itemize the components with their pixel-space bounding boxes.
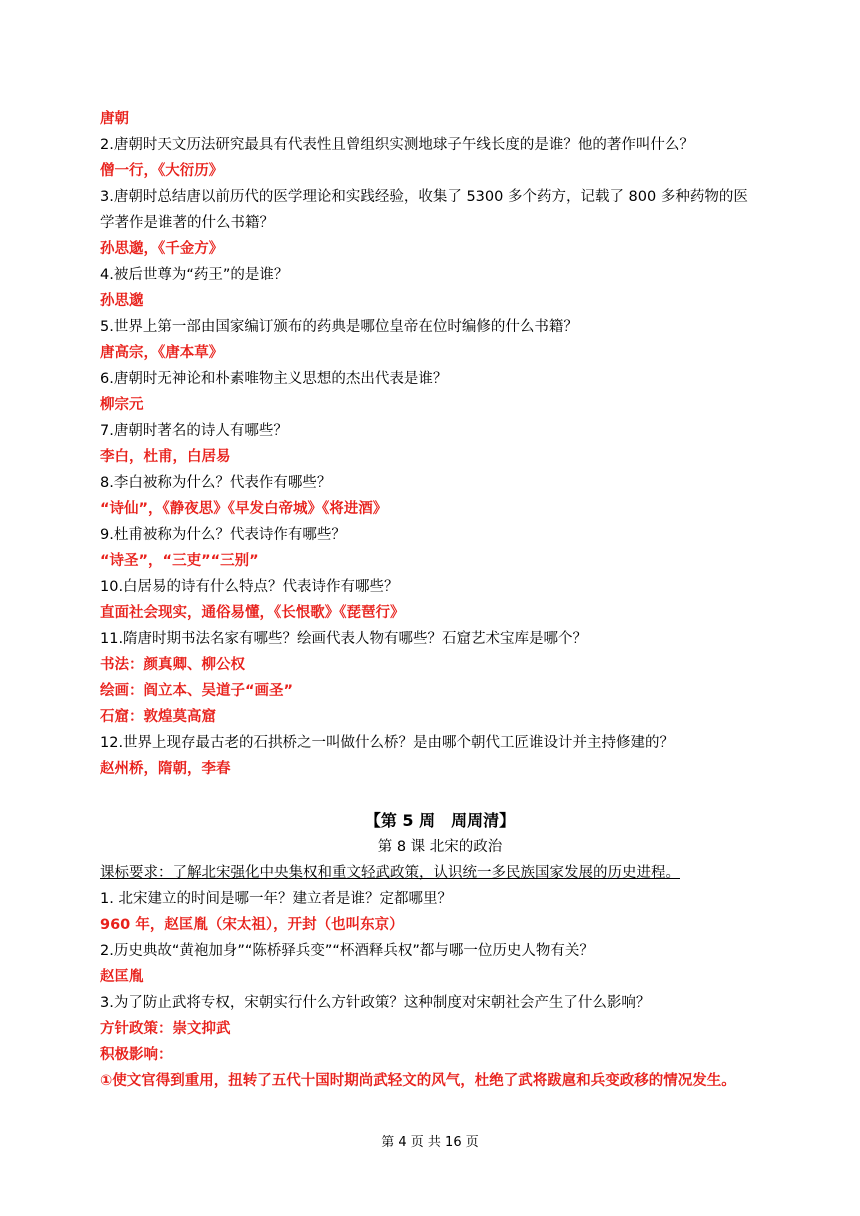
answer-line: 960 年，赵匡胤（宋太祖），开封（也叫东京）: [100, 917, 404, 933]
week-title: 【第 5 周 周周清】: [364, 811, 516, 830]
answer-line: 赵匡胤: [100, 969, 144, 985]
answer-line: 绘画：阎立本、吴道子“画圣”: [100, 683, 294, 699]
question-line: 6.唐朝时无神论和朴素唯物主义思想的杰出代表是谁？: [100, 371, 448, 387]
page-footer: 第 4 页 共 16 页: [381, 1135, 479, 1150]
question-line: 2.唐朝时天文历法研究最具有代表性且曾组织实测地球子午线长度的是谁？他的著作叫什么？: [100, 137, 694, 153]
question-line: 3.为了防止武将专权，宋朝实行什么方针政策？这种制度对宋朝社会产生了什么影响？: [100, 995, 651, 1011]
question-line: 11.隋唐时期书法名家有哪些？绘画代表人物有哪些？石窟艺术宝库是哪个？: [100, 631, 588, 647]
page-content: [100, 106, 780, 1094]
answer-line: 赵州桥，隋朝，李春: [100, 761, 231, 777]
question-line: 3.唐朝时总结唐以前历代的医学理论和实践经验，收集了 5300 多个药方，记载了 800 多种药物的医: [100, 189, 748, 205]
answer-line: ①使文官得到重用，扭转了五代十国时期尚武轻文的风气，杜绝了武将跋扈和兵变政移的情况发生。: [100, 1073, 736, 1089]
question-line: 9.杜甫被称为什么？代表诗作有哪些？: [100, 527, 346, 543]
question-line: 4.被后世尊为“药王”的是谁？: [100, 267, 289, 283]
answer-line: 僧一行，《大衍历》: [100, 163, 224, 179]
answer-line: 孙思邈，《千金方》: [100, 241, 224, 257]
question-line: 学著作是谁著的什么书籍？: [100, 215, 274, 231]
answer-line: 唐朝: [100, 111, 129, 127]
question-line: 2.历史典故“黄袍加身”“陈桥驿兵变”“杯酒释兵权”都与哪一位历史人物有关？: [100, 943, 594, 959]
answer-line: 积极影响：: [100, 1047, 173, 1063]
answer-line: 书法：颜真卿、柳公权: [100, 657, 245, 673]
question-line: 12.世界上现存最古老的石拱桥之一叫做什么桥？是由哪个朝代工匠谁设计并主持修建的？: [100, 735, 675, 751]
answer-line: 方针政策：崇文抑武: [100, 1021, 231, 1037]
answer-line: 唐高宗，《唐本草》: [100, 345, 224, 361]
question-line: 1. 北宋建立的时间是哪一年？建立者是谁？定都哪里？: [100, 891, 452, 907]
qa-list-tang: [100, 106, 780, 782]
question-line: 7.唐朝时著名的诗人有哪些？: [100, 423, 288, 439]
answer-line: 孙思邈: [100, 293, 144, 309]
qa-list-song: [100, 886, 780, 1094]
question-line: 5.世界上第一部由国家编订颁布的药典是哪位皇帝在位时编修的什么书籍？: [100, 319, 578, 335]
section-gap: [100, 782, 780, 808]
question-line: 10.白居易的诗有什么特点？代表诗作有哪些？: [100, 579, 399, 595]
question-line: 8.李白被称为什么？代表作有哪些？: [100, 475, 332, 491]
answer-line: 石窟：敦煌莫高窟: [100, 709, 216, 725]
answer-line: 柳宗元: [100, 397, 144, 413]
lesson-title: 第 8 课 北宋的政治: [377, 839, 503, 855]
answer-line: 直面社会现实，通俗易懂，《长恨歌》《琵琶行》: [100, 605, 405, 621]
curriculum-requirement: 课标要求：了解北宋强化中央集权和重文轻武政策，认识统一多民族国家发展的历史进程。: [100, 865, 680, 881]
answer-line: “诗仙”，《静夜思》《早发白帝城》《将进酒》: [100, 501, 388, 517]
answer-line: “诗圣”，“三吏”“三别”: [100, 553, 259, 569]
answer-line: 李白，杜甫，白居易: [100, 449, 231, 465]
